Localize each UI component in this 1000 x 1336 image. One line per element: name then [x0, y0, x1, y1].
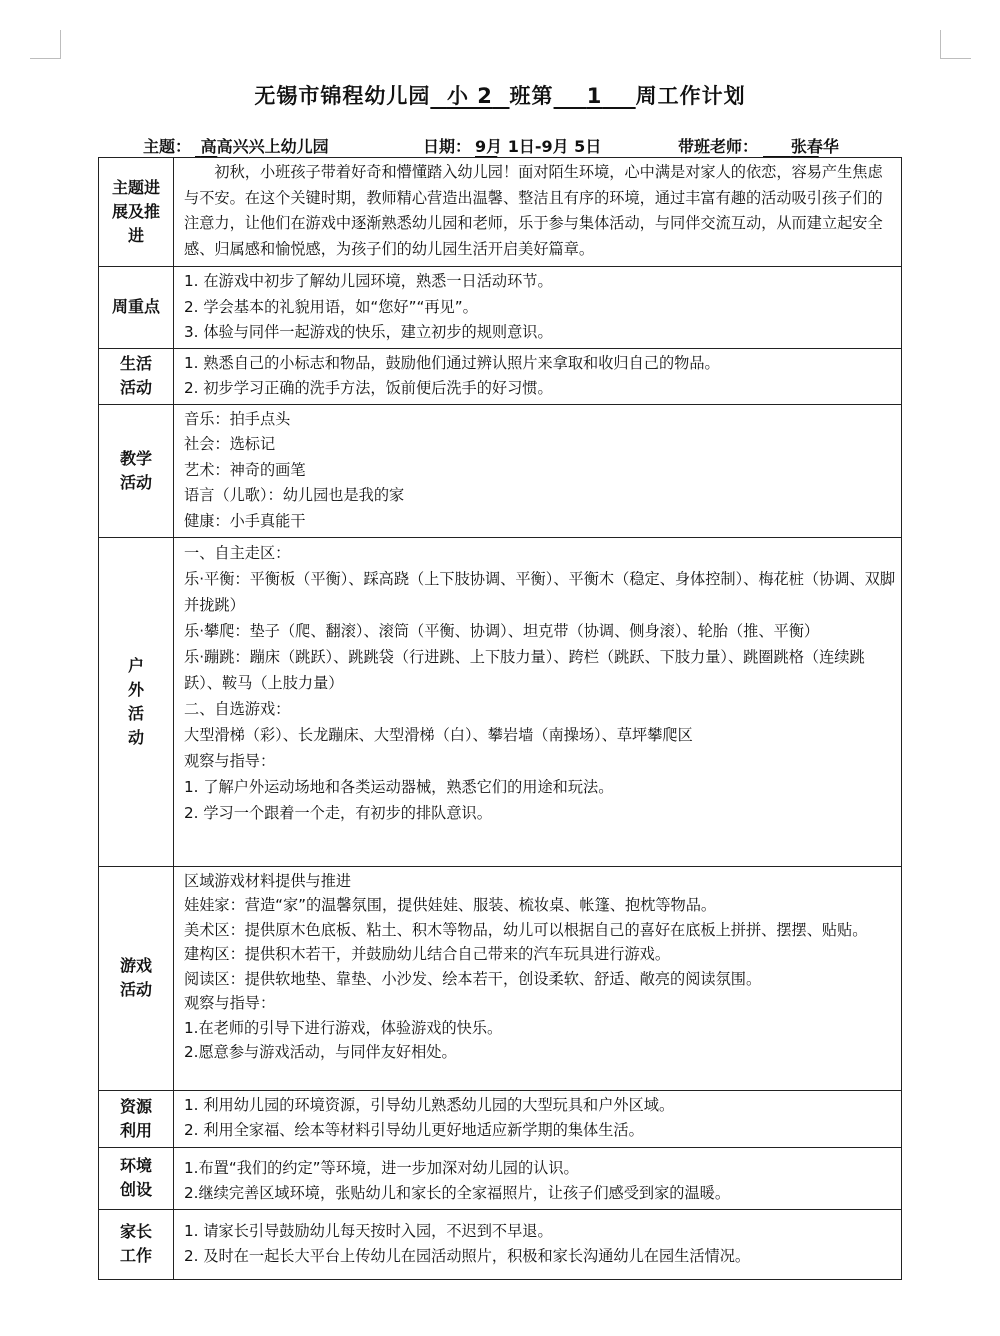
theme-value: 高高兴兴上幼儿园: [200, 137, 329, 156]
label-teaching: 教学 活动: [99, 404, 174, 537]
list-item: 2.愿意参与游戏活动，与同伴友好相处。: [184, 1043, 457, 1061]
title-mid: 班第: [509, 84, 554, 108]
games-art-area: 美术区：提供原木色底板、粘土、积木等物品，幼儿可以根据自己的喜好在底板上拼拼、摆摆、贴贴。: [184, 920, 868, 939]
label-resources: 资源 利用: [99, 1090, 174, 1147]
label-outdoor: 户 外 活 动: [99, 537, 174, 866]
list-item: 1. 熟悉自己的小标志和物品，鼓励他们通过辨认照片来拿取和收归自己的物品。: [184, 353, 720, 372]
list-item: 2. 学会基本的礼貌用语，如“您好”“再见”。: [184, 297, 478, 316]
theme-progress-text: 初秋，小班孩子带着好奇和懵懂踏入幼儿园！面对陌生环境，心中满是对家人的依恋，容易产生焦虑与不安。在这个关键时期，教师精心营造出温馨、整洁且有序的环境，通过丰富有趣的活动吸引孩子们的注意力，让他们在游戏中逐渐熟悉幼儿园和老师，乐于参与集体活动，与同伴交流互动，从而建立起安全感、归属感和愉悦感，为孩子们的幼儿园生活开启美好篇章。: [184, 163, 883, 258]
outdoor-observation-title: 观察与指导：: [184, 751, 276, 770]
page-corner-mark-top-right: [940, 30, 971, 59]
content-environment: [174, 1147, 902, 1209]
games-build-area: 建构区：提供积木若干，并鼓励幼儿结合自己带来的汽车玩具进行游戏。: [184, 945, 670, 963]
content-resources: [174, 1090, 902, 1147]
list-item: 1. 利用幼儿园的环境资源，引导幼儿熟悉幼儿园的大型玩具和户外区域。: [184, 1095, 675, 1114]
list-item: 社会：选标记: [184, 435, 276, 453]
content-teaching: [174, 404, 902, 537]
row-week-focus: [99, 267, 902, 349]
outdoor-climb: 乐·攀爬：垫子（爬、翻滚）、滚筒（平衡、协调）、坦克带（协调、侧身滚）、轮胎（推、平衡）: [184, 621, 820, 640]
row-theme-progress: [99, 158, 902, 267]
list-item: 3. 体验与同伴一起游戏的快乐，建立初步的规则意识。: [184, 323, 553, 341]
label-theme-progress: 主题进展及推进: [99, 158, 174, 267]
label-life: 生活 活动: [99, 348, 174, 404]
content-games: [174, 866, 902, 1090]
content-life: [174, 348, 902, 404]
row-parents: [99, 1209, 902, 1279]
games-doll-house: 娃娃家：营造“家”的温馨氛围，提供娃娃、服装、梳妆桌、帐篷、抱枕等物品。: [184, 896, 717, 914]
list-item: 1. 在游戏中初步了解幼儿园环境，熟悉一日活动环节。: [184, 272, 553, 290]
class-name: 小 2: [446, 84, 493, 108]
outdoor-jump: 乐·蹦跳：蹦床（跳跃）、跳跳袋（行进跳、上下肢力量）、跨栏（跳跃、下肢力量）、跳圈跳格（连续跳跃）、鞍马（上肢力量）: [184, 647, 865, 692]
row-games: [99, 866, 902, 1090]
list-item: 1.布置“我们的约定”等环境，进一步加深对幼儿园的认识。: [184, 1158, 579, 1177]
content-outdoor: [174, 537, 902, 866]
outdoor-part2-title: 二、自选游戏：: [184, 699, 291, 718]
content-theme-progress: [174, 158, 902, 267]
row-resources: [99, 1090, 902, 1147]
games-read-area: 阅读区：提供软地垫、靠垫、小沙发、绘本若干，创设柔软、舒适、敞亮的阅读氛围。: [184, 969, 762, 988]
list-item: 1. 请家长引导鼓励幼儿每天按时入园，不迟到不早退。: [184, 1221, 553, 1240]
games-observation-title: 观察与指导：: [184, 994, 276, 1012]
list-item: 音乐：拍手点头: [184, 409, 291, 428]
outdoor-free-games: 大型滑梯（彩）、长龙蹦床、大型滑梯（白）、攀岩墙（南操场）、草坪攀爬区: [184, 725, 693, 744]
list-item: 1.在老师的引导下进行游戏，体验游戏的快乐。: [184, 1018, 503, 1037]
teacher-value: 张春华: [790, 137, 839, 156]
content-week-focus: [174, 267, 902, 349]
label-week-focus: 周重点: [99, 267, 174, 349]
weekly-plan-table: [98, 157, 902, 1280]
row-teaching: [99, 404, 902, 537]
games-heading: 区域游戏材料提供与推进: [184, 871, 352, 890]
list-item: 2. 学习一个跟着一个走，有初步的排队意识。: [184, 803, 492, 822]
date-value: 9月 1日-9月 5日: [475, 137, 602, 156]
page-corner-mark-top-left: [30, 30, 61, 59]
outdoor-part1-title: 一、自主走区：: [184, 543, 291, 562]
date-label: 日期：: [423, 137, 472, 156]
label-environment: 环境 创设: [99, 1147, 174, 1209]
page-title: [0, 80, 1000, 112]
row-outdoor: [99, 537, 902, 866]
label-parents: 家长 工作: [99, 1209, 174, 1279]
list-item: 2. 初步学习正确的洗手方法，饭前便后洗手的好习惯。: [184, 379, 553, 397]
title-prefix: 无锡市锦程幼儿园: [254, 84, 431, 108]
list-item: 语言（儿歌）：幼儿园也是我的家: [184, 486, 405, 504]
list-item: 艺术：神奇的画笔: [184, 460, 306, 479]
list-item: 2. 利用全家福、绘本等材料引导幼儿更好地适应新学期的集体生活。: [184, 1121, 644, 1139]
teacher-label: 带班老师：: [678, 137, 759, 156]
label-games: 游戏 活动: [99, 866, 174, 1090]
title-suffix: 周工作计划: [635, 84, 746, 108]
theme-label: 主题：: [143, 137, 192, 156]
list-item: 2. 及时在一起长大平台上传幼儿在园活动照片，积极和家长沟通幼儿在园生活情况。: [184, 1247, 751, 1265]
outdoor-balance: 乐·平衡：平衡板（平衡）、踩高跷（上下肢协调、平衡）、平衡木（稳定、身体控制）、梅花桩（协调、双脚并拢跳）: [184, 569, 896, 614]
list-item: 2.继续完善区域环境，张贴幼儿和家长的全家福照片，让孩子们感受到家的温暖。: [184, 1184, 731, 1202]
week-number: 1: [586, 84, 603, 108]
row-environment: [99, 1147, 902, 1209]
list-item: 健康：小手真能干: [184, 511, 306, 530]
content-parents: [174, 1209, 902, 1279]
row-life: [99, 348, 902, 404]
list-item: 1. 了解户外运动场地和各类运动器械，熟悉它们的用途和玩法。: [184, 777, 614, 796]
